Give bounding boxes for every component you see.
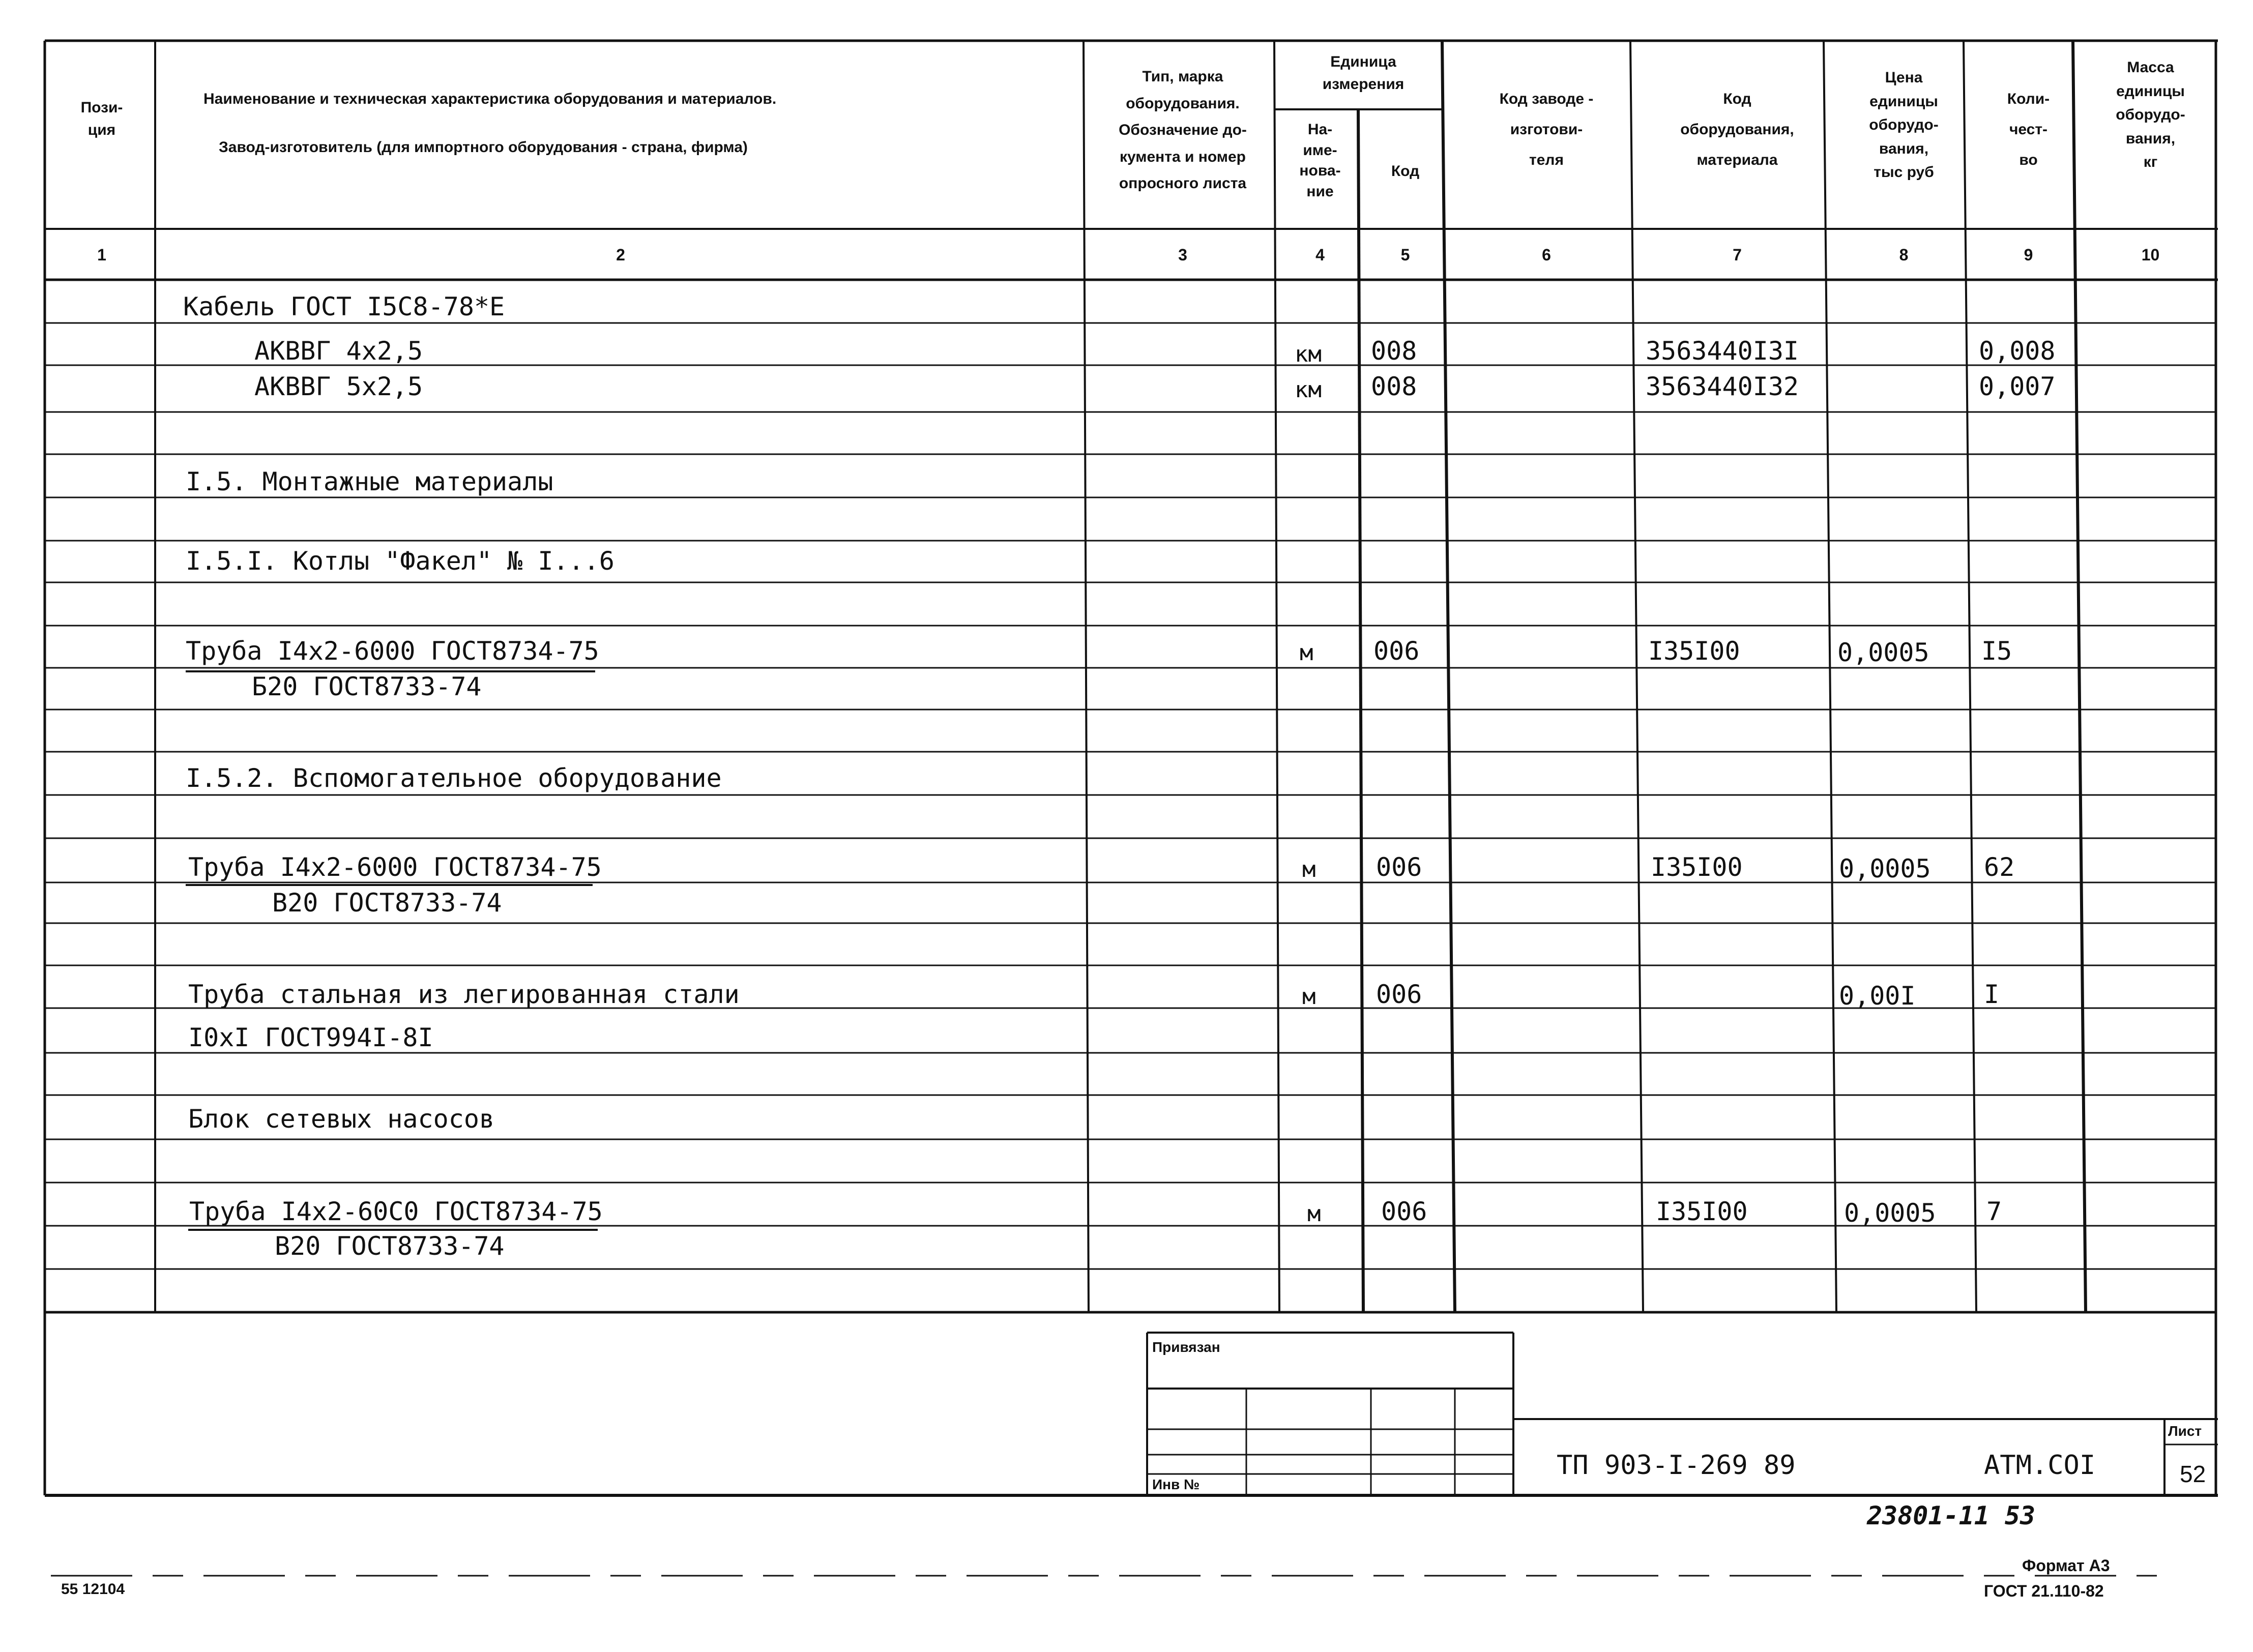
row-8-unit: м	[1302, 984, 1316, 1010]
col-number-7: 7	[1733, 246, 1742, 264]
header-col2-line2: Завод-изготовитель (для импортного оборудования - страна, фирма)	[219, 139, 748, 156]
handwritten-number: 23801-11 53	[1867, 1501, 2036, 1530]
row-5-sub: Б20 ГОСТ8733-74	[252, 672, 482, 701]
row-5-name: Труба I4х2-6000 ГОСТ8734-75	[186, 636, 599, 666]
header-col45: Единица измерения	[1322, 53, 1405, 93]
col-number-1: 1	[97, 246, 106, 264]
row-10-sub: В20 ГОСТ8733-74	[275, 1231, 505, 1261]
row-2-name: АКВВГ 5х2,5	[254, 372, 423, 401]
header-col5: Код	[1391, 163, 1420, 180]
row-2-unit: км	[1295, 377, 1322, 403]
row-9-section: Блок сетевых насосов	[188, 1104, 495, 1134]
col-number-4: 4	[1315, 246, 1325, 264]
row-8-qty: I	[1984, 980, 2000, 1009]
row-5-mcode: I35I00	[1648, 636, 1740, 666]
row-6-section: I.5.2. Вспомогательное оборудование	[186, 763, 722, 793]
stamp-doc-number: ТП 903-I-269 89	[1557, 1450, 1796, 1481]
row-2-mcode: 3563440I32	[1646, 372, 1799, 401]
row-5-price: 0,0005	[1837, 638, 1929, 667]
col-number-2: 2	[616, 246, 625, 264]
row-10-unit: м	[1307, 1201, 1321, 1227]
col-number-6: 6	[1542, 246, 1551, 264]
col-number-9: 9	[2024, 246, 2033, 264]
header-col4: На- име- нова- ние	[1299, 121, 1341, 200]
row-10-price: 0,0005	[1844, 1198, 1936, 1228]
row-3-section: I.5. Монтажные материалы	[186, 467, 553, 496]
row-1-unit: км	[1295, 341, 1322, 367]
row-0-name: Кабель ГОСТ I5С8-78*Е	[183, 292, 505, 321]
stamp-inv: Инв №	[1152, 1477, 1200, 1492]
row-8-price: 0,00I	[1839, 981, 1916, 1011]
footer-format: Формат А3	[2022, 1556, 2110, 1575]
row-7-mcode: I35I00	[1651, 852, 1743, 882]
row-4-section: I.5.I. Котлы "Факел" № I...6	[186, 546, 615, 576]
header-col1: Пози- ция	[80, 99, 123, 138]
row-2-qty: 0,007	[1979, 372, 2056, 401]
row-5-unit: м	[1300, 640, 1313, 666]
row-1-name: АКВВГ 4х2,5	[254, 336, 423, 366]
row-10-code: 006	[1381, 1197, 1427, 1226]
row-10-name: Труба I4х2-60С0 ГОСТ8734-75	[189, 1197, 603, 1226]
header-col8: Цена единицы оборудо- вания, тыс руб	[1869, 69, 1939, 181]
row-8-name: Труба стальная из легированная стали	[188, 980, 740, 1009]
header-col6: Код заводе - изготови- теля	[1499, 91, 1594, 168]
row-7-unit: м	[1302, 857, 1316, 882]
row-7-qty: 62	[1984, 852, 2015, 882]
row-8-code: 006	[1376, 980, 1422, 1009]
row-7-price: 0,0005	[1839, 854, 1931, 883]
header-col7: Код оборудования, материала	[1680, 91, 1794, 168]
row-8-sub: I0хI ГОСТ994I-8I	[188, 1023, 433, 1052]
stamp-list-label: Лист	[2168, 1423, 2202, 1439]
header-col3: Тип, марка оборудования. Обозначение до- кумента и номер опросного листа	[1119, 68, 1247, 192]
row-10-mcode: I35I00	[1656, 1197, 1748, 1226]
row-7-sub: В20 ГОСТ8733-74	[272, 888, 502, 918]
row-1-code: 008	[1371, 336, 1417, 366]
row-1-mcode: 3563440I3I	[1646, 336, 1799, 366]
header-col10: Масса единицы оборудо- вания, кг	[2116, 59, 2185, 170]
row-7-name: Труба I4х2-6000 ГОСТ8734-75	[188, 852, 602, 882]
col-number-5: 5	[1400, 246, 1410, 264]
header-col9: Коли- чест- во	[2007, 91, 2050, 168]
header-col2-line1: Наименование и техническая характеристика оборудования и материалов.	[203, 91, 777, 107]
row-5-qty: I5	[1981, 636, 2012, 666]
row-7-code: 006	[1376, 852, 1422, 882]
col-number-10: 10	[2141, 246, 2160, 264]
stamp-list-number: 52	[2180, 1461, 2206, 1487]
stamp-doc-code: АТМ.СОI	[1984, 1450, 2096, 1481]
footer-gost: ГОСТ 21.110-82	[1984, 1582, 2104, 1600]
col-number-3: 3	[1178, 246, 1187, 264]
row-5-code: 006	[1373, 636, 1420, 666]
row-1-qty: 0,008	[1979, 336, 2056, 366]
col-number-8: 8	[1899, 246, 1909, 264]
row-2-code: 008	[1371, 372, 1417, 401]
footer-left-code: 55 12104	[61, 1581, 125, 1598]
stamp-privyazan: Привязан	[1152, 1339, 1220, 1355]
row-10-qty: 7	[1986, 1197, 2002, 1226]
